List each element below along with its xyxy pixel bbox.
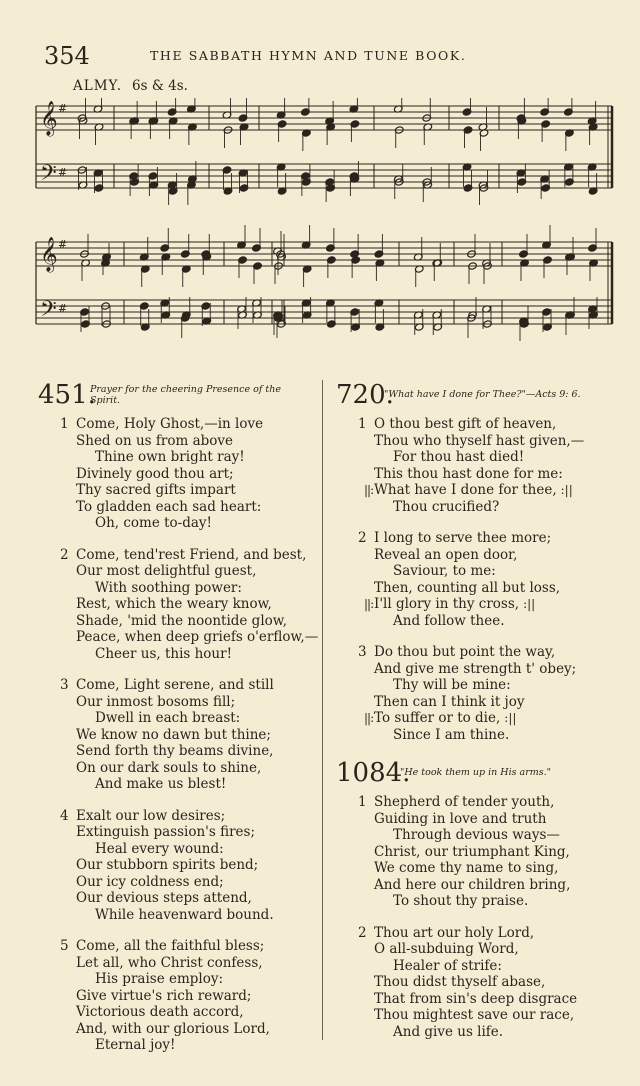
hymn-line — [336, 530, 626, 547]
hymn-line — [336, 482, 626, 499]
hymn-line — [38, 727, 313, 744]
stanza — [336, 925, 626, 1041]
hymn-line-text: O all-subduing Word, — [374, 941, 519, 957]
hymn-line — [336, 974, 626, 991]
hymn-line-text: And here our children bring, — [374, 876, 571, 893]
hymn-line-text: Since I am thine. — [393, 726, 510, 743]
verse-number: 1 — [358, 794, 367, 810]
running-head: THE SABBATH HYMN AND TUNE BOOK. — [150, 48, 467, 63]
hymn-line-text: To gladden each sad heart: — [76, 498, 262, 515]
hymn-line-text: Rest, which the weary know, — [76, 596, 272, 612]
hymn-line — [38, 890, 313, 907]
hymn-line-text: Thou who thyself hast given,— — [374, 432, 585, 449]
stanza — [38, 938, 313, 1054]
tune-meter: 6s & 4s. — [132, 78, 188, 94]
hymn-line-text: And give me strength t' obey; — [374, 660, 577, 677]
verse-number: 2 — [60, 546, 69, 563]
bass-clef: 𝄢 — [40, 161, 57, 191]
hymn-line — [336, 580, 626, 597]
hymn-line — [38, 563, 313, 580]
hymn-line-text: Guiding in love and truth — [374, 810, 547, 827]
hymn-line — [38, 547, 313, 564]
hymn-line — [38, 760, 313, 777]
repeat-close-sign: :|| — [523, 597, 536, 611]
hymn-line-text: I'll glory in thy cross, — [374, 596, 520, 612]
hymn-line-text: Heal every wound: — [95, 840, 224, 857]
hymn-line-text: Thine own bright ray! — [95, 449, 245, 465]
key-signature-sharp: # — [58, 302, 68, 315]
stanza — [38, 416, 313, 532]
hymn-line-text: While heavenward bound. — [95, 906, 274, 923]
hymn-line-text: To suffer or to die, — [374, 710, 501, 726]
hymn-line — [336, 794, 626, 811]
hymn-line — [57, 646, 313, 663]
repeat-open-sign: ||: — [364, 483, 374, 497]
hymn-line-text: Thou mightest save our race, — [374, 1007, 575, 1023]
hymn-line — [38, 629, 319, 646]
column-divider — [322, 380, 323, 1040]
hymn-number: 720. — [336, 380, 394, 410]
hymn-line — [38, 499, 313, 516]
hymn-line-text: Send forth thy beams divine, — [76, 743, 274, 759]
hymn-line — [355, 449, 626, 466]
hymn-line-text: I long to serve thee more; — [374, 530, 552, 546]
stanza — [336, 794, 626, 910]
hymn-line — [336, 941, 626, 958]
hymn-line — [355, 677, 626, 694]
hymn-line-text: Thy sacred gifts impart — [76, 482, 236, 498]
hymn-line — [336, 860, 626, 877]
tune-heading — [73, 78, 188, 94]
hymn-line-text: Through devious ways— — [393, 827, 560, 843]
hymn-line — [38, 466, 313, 483]
hymn-line — [336, 811, 626, 828]
hymn-line — [355, 893, 626, 910]
hymn-line-text: Then, counting all but loss, — [374, 579, 561, 596]
hymn-line-text: Christ, our triumphant King, — [374, 843, 570, 860]
hymn-line-text: Our inmost bosoms fill; — [76, 693, 236, 710]
hymn-line — [38, 857, 313, 874]
key-signature-sharp: # — [58, 166, 68, 179]
hymn-line-text: We know no dawn but thine; — [76, 726, 271, 743]
hymn-line-text: Saviour, to me: — [393, 563, 496, 579]
hymn-line-text: Thou didst thyself abase, — [374, 974, 546, 990]
stanza — [336, 530, 626, 629]
hymn-line — [57, 449, 313, 466]
repeat-close-sign: :|| — [504, 711, 517, 725]
hymn-line — [336, 844, 626, 861]
hymn-line-text: Extinguish passion's fires; — [76, 824, 256, 840]
hymn-line — [336, 1007, 626, 1024]
hymn-line — [38, 596, 313, 613]
hymn-line-text: What have I done for thee, — [374, 482, 557, 498]
hymn-line — [336, 596, 626, 613]
hymn-line-text: Then can I think it joy — [374, 693, 525, 710]
hymn-line-text: Give virtue's rich reward; — [76, 987, 252, 1004]
hymn-title: "What have I done for Thee?"—Acts 9: 6. — [384, 389, 581, 400]
verse-number: 5 — [60, 938, 69, 954]
hymn-line — [38, 613, 313, 630]
hymn-line — [355, 727, 626, 744]
hymn-line — [336, 991, 626, 1008]
hymn-line — [336, 710, 626, 727]
hymn-line-text: Dwell in each breast: — [95, 710, 241, 726]
hymn-line-text: With soothing power: — [95, 579, 242, 596]
hymn-line — [38, 808, 313, 825]
bass-clef: 𝄢 — [40, 297, 57, 327]
hymn-line — [336, 547, 626, 564]
hymn-line — [355, 499, 626, 516]
repeat-open-sign: ||: — [364, 597, 374, 611]
hymn-line — [38, 482, 313, 499]
hymn-1084 — [336, 758, 626, 1055]
hymn-line-text: Victorious death accord, — [76, 1004, 244, 1020]
hymn-line — [336, 661, 626, 678]
verse-number: 1 — [358, 416, 367, 432]
hymn-line-text: Let all, who Christ confess, — [76, 954, 263, 971]
hymn-line-text: Our icy coldness end; — [76, 873, 224, 890]
hymn-line — [336, 877, 626, 894]
key-signature-sharp: # — [58, 238, 68, 251]
hymn-line-text: Shepherd of tender youth, — [374, 794, 555, 810]
hymn-line — [355, 827, 626, 844]
hymn-line-text: This thou hast done for me: — [374, 465, 563, 482]
key-signature-sharp: # — [58, 102, 68, 115]
hymn-line-text: Come, Light serene, and still — [76, 677, 274, 693]
hymn-line-text: We come thy name to sing, — [374, 860, 559, 876]
hymn-stanzas — [38, 416, 319, 1054]
hymn-line — [57, 971, 313, 988]
hymn-line-text: Do thou but point the way, — [374, 644, 556, 660]
hymn-451 — [38, 380, 319, 1069]
hymn-title: Prayer for the cheering Presence of the Spirit. — [90, 384, 281, 406]
hymn-line — [57, 1037, 313, 1054]
hymn-line-text: Eternal joy! — [95, 1037, 176, 1053]
music-score — [34, 98, 614, 362]
hymn-line-text: Our devious steps attend, — [76, 890, 252, 906]
verse-number: 2 — [358, 924, 367, 941]
hymn-line — [57, 580, 313, 597]
treble-clef: 𝄞 — [40, 237, 58, 272]
hymn-line-text: On our dark souls to shine, — [76, 759, 262, 776]
hymn-720 — [336, 380, 626, 758]
stanza — [38, 808, 313, 924]
hymn-line — [336, 925, 626, 942]
hymn-line — [57, 907, 313, 924]
hymn-line — [38, 824, 313, 841]
hymn-line — [38, 694, 313, 711]
hymn-line-text: Reveal an open door, — [374, 546, 518, 563]
hymn-line-text: For thou hast died! — [393, 449, 525, 465]
hymn-line — [57, 515, 313, 532]
hymn-line-text: O thou best gift of heaven, — [374, 416, 557, 432]
repeat-close-sign: :|| — [560, 483, 573, 497]
hymn-line-text: Divinely good thou art; — [76, 465, 234, 482]
hymn-line — [57, 710, 313, 727]
hymn-line-text: Thy will be mine: — [393, 677, 511, 693]
hymn-line-text: And make us blest! — [95, 776, 227, 792]
hymn-header — [38, 380, 313, 410]
repeat-open-sign: ||: — [364, 711, 374, 725]
tune-name: ALMY. — [73, 78, 123, 94]
hymn-title: "He took them up in His arms." — [400, 767, 552, 778]
stanza — [38, 677, 313, 793]
hymn-line-text: Thou art our holy Lord, — [374, 924, 535, 941]
hymn-line — [38, 677, 313, 694]
hymn-line — [38, 874, 313, 891]
hymn-line-text: Come, tend'rest Friend, and best, — [76, 546, 307, 563]
page-number: 354 — [44, 42, 90, 70]
hymn-line — [355, 563, 626, 580]
verse-number: 3 — [60, 677, 69, 693]
hymn-line-text: To shout thy praise. — [393, 893, 529, 909]
hymn-number: 1084. — [336, 758, 411, 788]
hymn-line-text: That from sin's deep disgrace — [374, 990, 578, 1007]
hymn-line-text: Our most delightful guest, — [76, 563, 257, 579]
music-score-image — [34, 98, 614, 358]
hymn-line-text: Come, Holy Ghost,—in love — [76, 416, 264, 432]
hymn-line — [336, 466, 626, 483]
hymn-line-text: And, with our glorious Lord, — [76, 1020, 270, 1037]
hymn-line — [355, 613, 626, 630]
verse-number: 3 — [358, 644, 367, 660]
hymn-line-text: Come, all the faithful bless; — [76, 938, 265, 954]
hymn-line — [38, 1021, 313, 1038]
hymn-line-text: And follow thee. — [393, 612, 505, 629]
hymn-line-text: Shade, 'mid the noontide glow, — [76, 612, 288, 629]
stanza — [38, 546, 319, 663]
hymn-line-text: And give us life. — [393, 1023, 504, 1040]
hymn-line — [336, 644, 626, 661]
verse-number: 4 — [60, 807, 69, 824]
hymn-line-text: Our stubborn spirits bend; — [76, 857, 259, 873]
hymn-number: 451. — [38, 380, 96, 410]
hymn-line-text: His praise employ: — [95, 971, 224, 987]
hymn-line — [57, 841, 313, 858]
hymn-line — [38, 416, 313, 433]
hymn-stanzas — [336, 416, 626, 743]
hymn-line-text: Peace, when deep griefs o'erflow,— — [76, 629, 319, 645]
hymn-line-text: Cheer us, this hour! — [95, 645, 233, 662]
hymn-line — [38, 433, 313, 450]
hymn-line — [336, 694, 626, 711]
hymn-header — [336, 380, 626, 410]
hymn-line — [38, 743, 313, 760]
hymn-line-text: Shed on us from above — [76, 432, 233, 449]
hymn-line — [355, 1024, 626, 1041]
hymn-line-text: Oh, come to-day! — [95, 515, 212, 531]
hymn-line-text: Exalt our low desires; — [76, 807, 226, 824]
hymn-line-text: Healer of strife: — [393, 957, 502, 974]
stanza — [336, 644, 626, 743]
hymn-stanzas — [336, 794, 626, 1040]
verse-number: 1 — [60, 416, 69, 432]
hymn-line — [38, 955, 313, 972]
hymn-line-text: Thou crucified? — [393, 498, 500, 515]
hymn-line — [57, 776, 313, 793]
hymn-line — [38, 988, 313, 1005]
stanza — [336, 416, 626, 515]
hymn-line — [336, 433, 626, 450]
hymn-header — [336, 758, 626, 788]
hymn-line — [336, 416, 626, 433]
hymn-line — [355, 958, 626, 975]
hymn-line — [38, 1004, 313, 1021]
verse-number: 2 — [358, 530, 367, 546]
hymn-line — [38, 938, 313, 955]
treble-clef: 𝄞 — [40, 101, 58, 136]
